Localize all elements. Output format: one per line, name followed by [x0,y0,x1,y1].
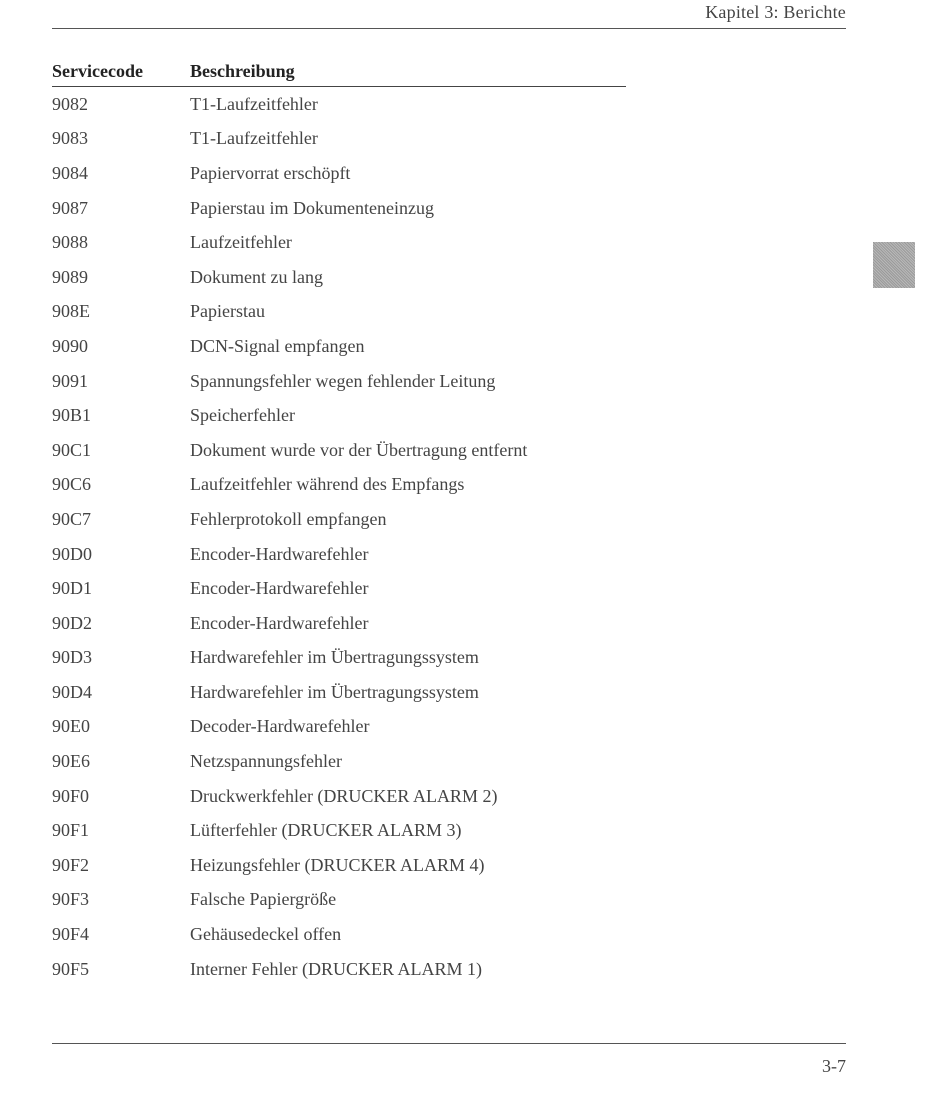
chapter-header: Kapitel 3: Berichte [705,2,846,22]
description-cell: Gehäusedeckel offen [190,924,342,945]
table-row [52,779,626,814]
service-code-cell: 90F2 [52,854,90,875]
description-cell: T1-Laufzeitfehler [190,128,318,149]
description-cell: Laufzeitfehler [190,232,292,253]
table-row [52,675,626,710]
table-row [52,433,626,468]
service-code-cell: 90D2 [52,612,92,633]
table-row [52,398,626,433]
service-code-cell: 90F1 [52,820,90,841]
service-code-cell: 90F3 [52,889,90,910]
service-code-cell: 9083 [52,128,88,149]
chapter-thumb-tab [873,242,915,288]
service-code-cell: 90D1 [52,578,92,599]
service-code-cell: 90F4 [52,924,90,945]
description-cell: Papiervorrat erschöpft [190,162,351,183]
description-cell: Fehlerprotokoll empfangen [190,508,387,529]
service-code-cell: 90F0 [52,785,90,806]
table-row [52,883,626,918]
description-cell: Hardwarefehler im Übertragungssystem [190,647,479,668]
description-cell: Encoder-Hardwarefehler [190,578,369,599]
description-cell: Decoder-Hardwarefehler [190,716,370,737]
service-code-cell: 9091 [52,370,88,391]
service-code-cell: 90D0 [52,543,92,564]
table-row [52,364,626,399]
description-cell: Netzspannungsfehler [190,751,342,772]
description-cell: Papierstau im Dokumenteneinzug [190,197,434,218]
service-code-cell: 9089 [52,266,88,287]
description-cell: Lüfterfehler (DRUCKER ALARM 3) [190,820,462,841]
service-code-cell: 9082 [52,93,88,114]
service-code-cell: 90E0 [52,716,90,737]
table-row [52,502,626,537]
table-row [52,744,626,779]
description-cell: Laufzeitfehler während des Empfangs [190,474,465,495]
service-code-cell: 90D4 [52,681,92,702]
table-row [52,813,626,848]
service-code-cell: 90D3 [52,647,92,668]
service-code-cell: 90C1 [52,439,92,460]
table-row [52,468,626,503]
table-row [52,191,626,226]
table-row [52,571,626,606]
table-row [52,156,626,191]
column-header-beschreibung: Beschreibung [190,61,295,81]
description-cell: Encoder-Hardwarefehler [190,543,369,564]
service-code-cell: 9088 [52,232,88,253]
description-cell: Dokument zu lang [190,266,323,287]
description-cell: Encoder-Hardwarefehler [190,612,369,633]
service-code-cell: 9087 [52,197,88,218]
column-header-servicecode: Servicecode [52,61,143,81]
description-cell: Speicherfehler [190,405,295,426]
service-code-cell: 9090 [52,335,88,356]
service-code-cell: 90B1 [52,405,92,426]
service-code-table [52,56,626,986]
description-cell: T1-Laufzeitfehler [190,93,318,114]
description-cell: Falsche Papiergröße [190,889,337,910]
table-body [52,87,626,986]
table-row [52,329,626,364]
description-cell: Druckwerkfehler (DRUCKER ALARM 2) [190,785,498,806]
table-header [52,56,626,87]
description-cell: Heizungsfehler (DRUCKER ALARM 4) [190,854,485,875]
table-row [52,952,626,987]
service-code-cell: 90E6 [52,751,90,772]
service-code-cell: 90C7 [52,508,92,529]
table-row [52,537,626,572]
footer-rule [52,1043,846,1044]
table-row [52,606,626,641]
table-row [52,225,626,260]
description-cell: Papierstau [190,301,265,322]
service-code-cell: 9084 [52,162,88,183]
table-row [52,87,626,122]
service-code-cell: 908E [52,301,90,322]
service-code-cell: 90F5 [52,958,90,979]
table-row [52,641,626,676]
description-cell: Interner Fehler (DRUCKER ALARM 1) [190,958,482,979]
table-row [52,260,626,295]
table-row [52,295,626,330]
table-row [52,848,626,883]
header-rule [52,28,846,29]
description-cell: Spannungsfehler wegen fehlender Leitung [190,370,496,391]
description-cell: Hardwarefehler im Übertragungssystem [190,681,479,702]
description-cell: Dokument wurde vor der Übertragung entfernt [190,439,528,460]
table-row [52,710,626,745]
description-cell: DCN-Signal empfangen [190,335,365,356]
table-row [52,122,626,157]
table-row [52,917,626,952]
page-number: 3-7 [822,1056,846,1076]
service-code-cell: 90C6 [52,474,92,495]
